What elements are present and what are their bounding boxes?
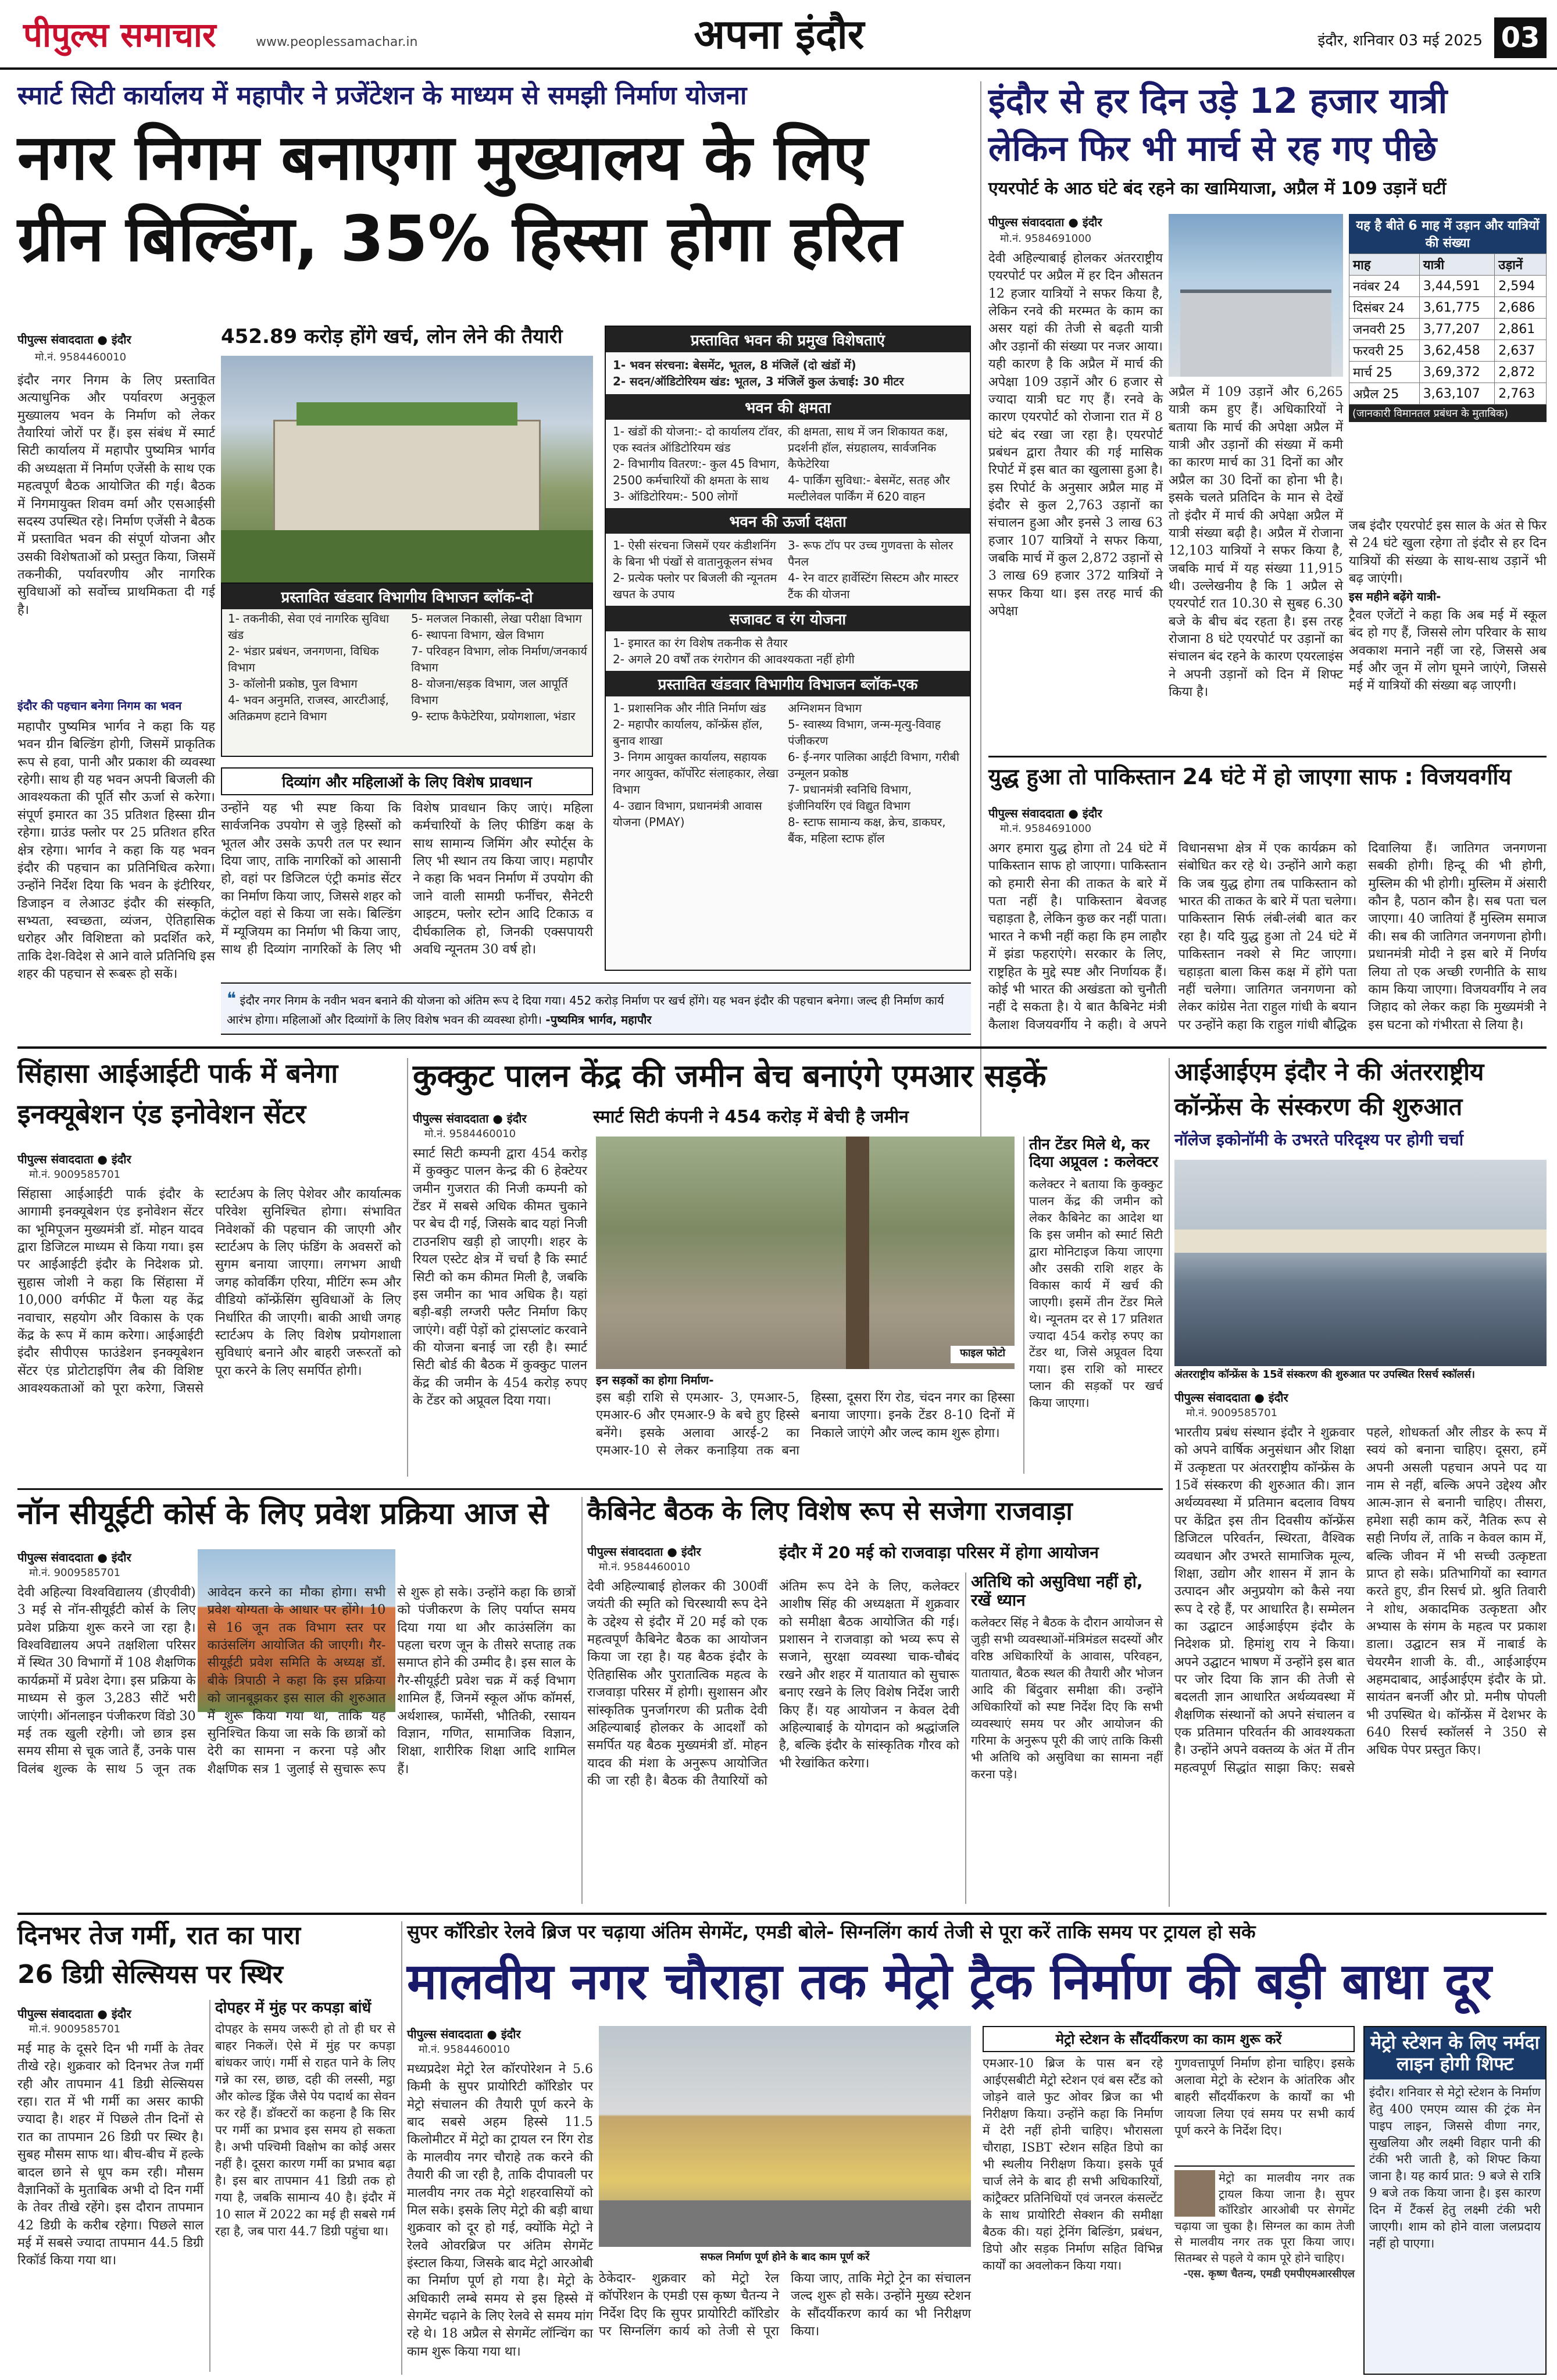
features-box [605,326,971,971]
heat-body: मई माह के दूसरे दिन भी गर्मी के तेवर तीखे रहे। शुक्रवार को दिनभर तेज गर्मी रही और तापमान 41 डिग्री सेल्सियस रहा। रात में भी गर्मी का असर काफी ज्यादा है। शहर में पिछले तीन दिनों से रात का तापमान 26 डिग्री पर स्थिर है। सुबह मौसम साफ था। बीच-बीच में हल्के बादल छाने से धूप कम रही। मौसम वैज्ञानिकों के मुताबिक अभी दो दिन गर्मी के तेवर तीखे रहेंगे। इस दौरान तापमान 42 डिग्री के करीब रहेगा। पिछले साल मई में सबसे ज्यादा तापमान 44.5 डिग्री रिकॉर्ड किया गया था। [17,2042,203,2268]
heat-byline: पीपुल्स संवाददाता ● इंदौर [17,2007,131,2021]
mayor-quote-text: इंदौर नगर निगम के नवीन भवन बनाने की योजना को अंतिम रूप दे दिया गया। 452 करोड़ निर्माण पर खर्च होंगे। यह भवन इंदौर की पहचान बनेगा। जल्द ही निर्माण कार्य आरंभ होगा। महिलाओं और दिव्यांगों के लिए विशेष भवन की व्यवस्था होगी। [227,994,944,1027]
metro-body: मध्यप्रदेश मेट्रो रेल कॉरपोरेशन ने 5.6 किमी के सुपर प्रायोरिटी कॉरिडोर पर मेट्रो संचालन की तैयारी पूर्ण करने के बाद सबसे अहम हिस्से 11.5 किलोमीटर में मेट्रो का ट्रायल रन रिंग रोड के मालवीय नगर चौराहे तक करने की तैयारी की जा रही है, ताकि दीपावली पर मालवीय नगर तक मेट्रो शहरवासियों को मिल सके। इसके लिए मेट्रो की बड़ी बाधा शुक्रवार को दूर हो गई, क्योंकि मेट्रो ने रेलवे ओवरब्रिज पर अंतिम सेगमेंट इंस्टाल किया, जिसके बाद मेट्रो आरओबी का निर्माण पूर्ण हो गया है। मेट्रो के अधिकारी लम्बे समय से इस हिस्से में सेगमेंट चढ़ाने के लिए रेलवे से समय मांग रहे थे। 18 अप्रैल से सेगमेंट लॉन्चिंग का काम शुरू किया गया था। [407,2062,593,2359]
mayor-quote [221,982,971,1035]
capacity-item: की क्षमता, साथ में जन शिकायत कक्ष, प्रदर्शनी हॉल, संग्रहालय, सार्वजनिक कैफेटेरिया [788,424,948,471]
metro-kicker: सुपर कॉरिडोर रेलवे ब्रिज पर चढ़ाया अंतिम सेगमेंट, एमडी बोले- सिग्नलिंग कार्य तेजी से पूरा करें ताकि समय पर ट्रायल हो सके [407,1921,1256,1943]
quote-icon: ❝ [227,989,237,1009]
cabinet-mobile: मो.नं. 9584460010 [599,1561,691,1573]
block-two-item: 9- स्टाफ कैफेटेरिया, प्रयोगशाला, भंडार [411,709,576,723]
block-one-item: 8- स्टाफ सामान्य कक्ष, क्रेच, डाकघर, बैंक, महिला स्टाफ हॉल [788,815,946,845]
metro-md-quote-by: -एस. कृष्ण चैतन्य, एमडी एमपीएमआरसीएल [1183,2267,1355,2280]
block-one-item: 3- निगम आयुक्त कार्यालय, सहायक नगर आयुक्त, कॉर्पोरेट संलाहकार, लेखा विभाग [613,750,779,796]
poultry-photo-caption: फाइल फोटो [951,1346,1015,1363]
color-item: 2- अगले 20 वर्षों तक रंगरोगन की आवश्यकता नहीं होगी [613,652,855,666]
lead-mobile: मो.नं. 9584460010 [35,351,127,363]
airport-mobile: मो.नं. 9584691000 [1000,233,1092,245]
metro-station-body-2: गुणवत्तापूर्ण निर्माण होना चाहिए। इसके अलावा मेट्रो के स्टेशन के आंतरिक और बाहरी सौंदर्यीकरण के कार्यों का भी जायजा लिया एवं समय पर सभी कार्य पूर्ण करने के निर्देश दिए। [1174,2056,1355,2138]
poultry-land-photo [596,1137,1015,1369]
iiit-headline-1: सिंहासा आईआईटी पार्क में बनेगा [17,1057,338,1089]
heat-headline-1: दिनभर तेज गर्मी, रात का पारा [17,1921,301,1950]
energy-item: 3- रूफ टॉप पर उच्च गुणवत्ता के सोलर पैनल [788,538,954,569]
energy-title: भवन की ऊर्जा दक्षता [606,508,970,534]
heat-headline-2: 26 डिग्री सेल्सियस पर स्थिर [17,1960,283,1989]
md-photo [1174,2170,1215,2217]
metro-body-2: ठेकेदार- शुक्रवार को मेट्रो रेल कॉर्पोरेशन के एमडी एस कृष्ण चैतन्य ने निर्देश दिए कि सुपर प्रायोरिटी कॉरिडोर पर सिग्नलिंग कार्य को तेजी से पूरा किया जाए, ताकि मेट्रो ट्रेन का संचालन जल्द शुरू हो सके। उन्होंने मुख्य स्टेशन के सौंदर्यीकरण कार्य का भी निरीक्षण किया। [599,2271,971,2339]
capacity-item: 1- खंडों की योजना:- दो कार्यालय टॉवर, एक स्वतंत्र ऑडिटोरियम खंड [613,424,783,455]
block-one-item: अग्निशमन विभाग [788,701,862,715]
metro-station-box [983,2026,1355,2375]
airport-headline-1: इंदौर से हर दिन उड़े 12 हजार यात्री [988,81,1448,121]
noncuet-body: देवी अहिल्या विश्वविद्यालय (डीएवीवी) 3 मई से नॉन-सीयूईटी कोर्स के लिए प्रवेश प्रक्रिया शुरू करने जा रहा है। विश्वविद्यालय अपने तक्षशिला परिसर में स्थित 30 विभागों में 108 शैक्षणिक कार्यक्रमों में प्रवेश देगा। इस प्रक्रिया के माध्यम से कुल 3,283 सीटें भरी जाएंगी। ऑनलाइन पंजीकरण विंडो 30 मई तक खुली रहेगी। जो छात्र इस समय सीमा से चूक जाते हैं, उनके पास विलंब शुल्क के साथ 5 जून तक आवेदन करने का मौका होगा। सभी प्रवेश योग्यता के आधार पर होंगे। 10 से 16 जून तक विभाग स्तर पर काउंसलिंग आयोजित की जाएगी। गैर-सीयूईटी प्रवेश समिति के अध्यक्ष डॉ. बीके त्रिपाठी ने कहा कि इस प्रक्रिया को जानबूझकर इस साल की शुरुआत में शुरू किया गया था, ताकि यह सुनिश्चित किया जा सके कि छात्रों को देरी का सामना न करना पड़े और शैक्षणिक सत्र 1 जुलाई से सुचारू रूप से शुरू हो सके। उन्होंने कहा कि छात्रों को पंजीकरण के लिए पर्याप्त समय दिया गया था और काउंसलिंग का पहला चरण जून के तीसरे सप्ताह तक समाप्त होने की उम्मीद है। इस साल के गैर-सीयूईटी प्रवेश चक्र में कई विभाग शामिल हैं, जिनमें स्कूल ऑफ कॉमर्स, अर्थशास्त्र, फार्मेसी, भौतिकी, रसायन विज्ञान, गणित, सामाजिक विज्ञान, शिक्षा, शारीरिक शिक्षा आदि शामिल हैं। [17,1585,576,1777]
narmada-body: इंदौर। शनिवार से मेट्रो स्टेशन के निर्माण हेतु 400 एमएम व्यास की ट्रंक मेन पाइप लाइन, जिससे वीणा नगर, सुखलिया और लक्ष्मी विहार पानी की टंकी भरी जाती है, को शिफ्ट किया जाना है। यह कार्य प्रात: 9 बजे से रात्रि 9 बजे तक किया जाना है। इस कारण दिन में टैंकर्स हेतु लक्ष्मी टंकी भरी जाएगी। शाम को होने वाला जलप्रदाय नहीं हो पाएगा। [1369,2085,1541,2251]
airport-stats-table [1349,214,1547,516]
airport-table-title: यह है बीते 6 माह में उड़ान और यात्रियों की संख्या [1349,214,1547,253]
narmada-headline: मेट्रो स्टेशन के लिए नर्मदा लाइन होगी शिफ्ट [1365,2027,1545,2079]
airport-body-2: अप्रैल में 109 उड़ानें और 6,265 यात्री कम हुए हैं। अधिकारियों ने बताया कि मार्च की अपेक्षा अप्रैल में यात्री और उड़ानों की संख्या में कमी का कारण मार्च का 31 दिनों का और अप्रैल का 30 दिनों का होना भी है। इसके चलते प्रतिदिन के मान से देखें तो इंदौर में मार्च की अपेक्षा अप्रैल में यात्री संख्या बढ़ी है। अप्रैल में रोजाना 12,103 यात्रियों ने सफर किया है, जबकि मार्च में यह संख्या 11,915 थी। उल्लेखनीय है कि 1 अप्रैल से एयरपोर्ट रात 10.30 से सुबह 6.30 बजे के बीच बंद रहता है। इस तरह रोजाना 8 घंटे एयरपोर्ट पर उड़ानों का संचालन बंद रहने के कारण एयरलाइंस ने अपनी उड़ानों को दिन में शिफ्ट किया है। [1169,385,1343,700]
heat-side-body: दोपहर के समय जरूरी हो तो ही घर से बाहर निकलें। ऐसे में मुंह पर कपड़ा बांधकर जाएं। गर्मी से राहत पाने के लिए गन्ने का रस, छाछ, दही की लस्सी, मट्ठा और कोल्ड ड्रिंक जैसे पेय पदार्थ का सेवन कर रहे हैं। डॉक्टरों का कहना है कि सिर पर गर्मी का प्रभाव इस समय हो सकता है। अभी पश्चिमी विक्षोभ का कोई असर नहीं है। दूसरा कारण गर्मी का प्रभाव बढ़ा है। इस बार तापमान 41 डिग्री तक हो गया है, जबकि सामान्य 40 है। इंदौर में 10 साल में 2022 का मई ही सबसे गर्म रहा है, जब पारा 44.7 डिग्री पहुंचा था। [215,2021,395,2238]
narmada-box [1363,2026,1547,2375]
metro-mobile: मो.नं. 9584460010 [419,2043,510,2056]
guest-box [965,1573,1163,1904]
block-two-item: 2- भंडार प्रबंधन, जनगणना, विधिक विभाग [228,644,379,674]
block-two-item: 5- मलजल निकासी, लेखा परीक्षा विभाग [411,612,582,626]
table-row: नवंबर 24 3,44,591 2,594 [1349,276,1547,297]
table-row: जनवरी 25 3,77,207 2,861 [1349,319,1547,340]
block-two-item: 7- परिवहन विभाग, लोक निर्माण/जनकार्य विभाग [411,644,587,674]
block-two-box [221,583,593,757]
iim-mobile: मो.नं. 9009585701 [1186,1407,1278,1419]
block-one-item: 5- स्वास्थ्य विभाग, जन्म-मृत्यु-विवाह पंजीकरण [788,717,941,748]
lead-body-2: महापौर पुष्यमित्र भार्गव ने कहा कि यह भवन ग्रीन बिल्डिंग होगी, जिसमें प्राकृतिक रूप से हवा, पानी और प्रकाश की व्यवस्था रहेगी। साथ ही यह भवन अपनी बिजली की आवश्यकता की पूर्ति सौर ऊर्जा से करेगा। संपूर्ण इमारत का 35 प्रतिशत हिस्सा ग्रीन रहेगा। ग्राउंड फ्लोर पर 25 प्रतिशत हरित क्षेत्र रहेगा। भार्गव ने कहा कि यह भवन इंदौर की पहचान का प्रतिनिधित्व करेगा। उन्होंने निर्देश दिया कि भवन के इंटीरियर, डिजाइन व लेआउट इंदौर की संस्कृति, सभ्यता, स्वच्छता, व्यंजन, ऐतिहासिक धरोहर और विशिष्टता को प्रदर्शित करे, ताकि देश-विदेश से आने वाले प्रतिनिधि इस शहर की पहचान से रूबरू हो सकें। [17,720,215,982]
lead-body-subhead: इंदौर की पहचान बनेगा निगम का भवन [17,699,182,713]
table-row: फरवरी 25 3,62,458 2,637 [1349,340,1547,362]
lead-headline-2: ग्रीन बिल्डिंग, 35% हिस्सा होगा हरित [17,203,902,276]
lead-subhead: 452.89 करोड़ होंगे खर्च, लोन लेने की तैयारी [221,325,563,348]
noncuet-byline: पीपुल्स संवाददाता ● इंदौर [17,1550,131,1564]
airport-subhead: एयरपोर्ट के आठ घंटे बंद रहने का खामियाजा, अप्रैल में 109 उड़ानें घटीं [988,178,1447,199]
war-headline: युद्ध हुआ तो पाकिस्तान 24 घंटे में हो जाएगा साफ : विजयवर्गीय [988,764,1512,789]
guest-headline: अतिथि को असुविधा नहीं हो, रखें ध्यान [971,1572,1143,1610]
war-mobile: मो.नं. 9584691000 [1000,823,1092,835]
block-two-item: 4- भवन अनुमति, राजस्व, आरटीआई, अतिक्रमण हटाने विभाग [228,693,389,723]
block-one-item: 7- प्रधानमंत्री स्वनिधि विभाग, इंजीनियरिंग एवं विद्युत विभाग [788,782,912,813]
poultry-sub2: इन सड़कों का होगा निर्माण- [596,1373,714,1387]
energy-item: 4- रेन वाटर हार्वेस्टिंग सिस्टम और मास्टर टैंक की योजना [788,571,959,601]
building-rendering-photo [221,356,593,583]
mayor-quote-by: -पुष्यमित्र भार्गव, महापौर [545,1013,652,1027]
heat-side-box [209,2000,395,2372]
collector-box [1023,1137,1163,1474]
airport-body-3-subhead: इस महीने बढ़ेंगे यात्री- [1349,589,1441,603]
airport-headline-2: लेकिन फिर भी मार्च से रह गए पीछे [988,128,1437,169]
color-item: 1- इमारत का रंग विशेष तकनीक से तैयार [613,636,788,650]
logo: पीपुल्स समाचार [23,15,216,55]
lead-byline: पीपुल्स संवाददाता ● इंदौर [17,333,131,346]
masthead [0,0,1557,70]
table-row: मार्च 25 3,69,372 2,872 [1349,362,1547,383]
block-one-item: 1- प्रशासनिक और नीति निर्माण खंड [613,701,766,715]
table-row: दिसंबर 24 3,61,775 2,686 [1349,297,1547,319]
issue-date: इंदौर, शनिवार 03 मई 2025 [1317,32,1483,49]
metro-md-quote-text: मेट्रो का मालवीय नगर तक ट्रायल किया जाना है। सुपर कॉरिडोर आरओबी पर सेगमेंट चढ़ाया जा चुका है। सिग्नल का काम तेजी से मालवीय नगर तक पूरा किया जाए। सितम्बर से पहले ये काम पूरे होने चाहिए। [1174,2171,1355,2265]
lead-body: इंदौर नगर निगम के लिए प्रस्तावित अत्याधुनिक और पर्यावरण अनुकूल मुख्यालय भवन के निर्माण को लेकर तैयारियां जोरों पर हैं। इस संबंध में स्मार्ट सिटी कार्यालय में महापौर पुष्यमित्र भार्गव की अध्यक्षता में निर्माण एजेंसी के साथ एक महत्वपूर्ण बैठक आयोजित की गई। बैठक में निगमायुक्त शिवम वर्मा और एसआईसी सदस्य उपस्थित रहे। निर्माण एजेंसी ने बैठक में प्रस्तावित भवन की संपूर्ण योजना और उसकी विशेषताओं को प्रस्तुत किया, जिसमें तकनीकी, पर्यावरणीय और नागरिक सुविधाओं को सर्वोच्च प्राथमिकता दी गई है। [17,373,215,617]
feature-item: 1- भवन संरचना: बेसमेंट, भूतल, 8 मंजिलें (दो खंडों में) [613,358,856,372]
divyang-title: दिव्यांग और महिलाओं के लिए विशेष प्रावधान [221,767,593,795]
block-two-item: 1- तकनीकी, सेवा एवं नागरिक सुविधा खंड [228,612,390,642]
features-title: प्रस्तावित भवन की प्रमुख विशेषताएं [606,327,970,352]
guest-body: कलेक्टर सिंह ने बैठक के दौरान आयोजन से जुड़ी सभी व्यवस्थाओं-मंत्रिमंडल सदस्यों और वरिष्ठ अधिकारियों के आवास, परिवहन, यातायात, बैठक स्थल की तैयारी और भोजन आदि की बिंदुवार समीक्षा की। उन्होंने अधिकारियों को स्पष्ट निर्देश दिए कि सभी व्यवस्थाएं समय पर और आयोजन की गरिमा के अनुरूप पूरी की जाएं ताकि किसी भी अतिथि को असुविधा का सामना नहीं करना पड़े। [971,1616,1163,1782]
poultry-mobile: मो.नं. 9584460010 [424,1128,516,1140]
block-one-item: 4- उद्यान विभाग, प्रधानमंत्री आवास योजना (PMAY) [613,799,762,829]
metro-team-photo [599,2026,971,2247]
cabinet-headline: कैबिनेट बैठक के लिए विशेष रूप से सजेगा राजवाड़ा [587,1496,1073,1526]
block-two-item: 8- योजना/सड़क विभाग, जल आपूर्ति विभाग [411,677,568,707]
airport-photo [1169,214,1343,377]
iiit-headline-2: इनक्यूबेशन एंड इनोवेशन सेंटर [17,1098,306,1130]
color-scheme-title: सजावट व रंग योजना [606,606,970,631]
poultry-subhead: स्मार्ट सिटी कंपनी ने 454 करोड़ में बेची है जमीन [593,1107,909,1127]
war-byline: पीपुल्स संवाददाता ● इंदौर [988,806,1102,820]
war-body: अगर हमारा युद्ध होगा तो 24 घंटे में पाकिस्तान साफ हो जाएगा। पाकिस्तान को हमारी सेना की ताकत के बारे में पता नहीं है। पाकिस्तान बेवजह चहाड़ता है, लेकिन कुछ कर नहीं पाता। भारत ने कभी नहीं कहा कि हम लाहौर में झंडा फहराएंगे। सरकार के लिए, राष्ट्रहित के मुद्दे स्पष्ट और निर्णायक हैं। कोई भी भारत की अखंडता को चुनौती नहीं दे सकता है। ये बात कैबिनेट मंत्री कैलाश विजयवर्गीय ने कही। वे अपने विधानसभा क्षेत्र में एक कार्यक्रम को संबोधित कर रहे थे। उन्होंने आगे कहा कि जब युद्ध होगा तब पाकिस्तान को भारत की ताकत के बारे में पता चलेगा। पाकिस्तान सिर्फ लंबी-लंबी बात कर रहा है। यदि युद्ध हुआ तो 24 घंटे में पाकिस्तान नक्शे से मिट जाएगा। चहाड़ता बाला किस कक्ष में होंगे पता नहीं चलेगा। जातिगत जनगणना को लेकर कांग्रेस नेता राहुल गांधी के बयान पर उन्होंने कहा कि राहुल गांधी बौद्धिक दिवालिया हैं। जातिगत जनगणना सबकी होगी। हिन्दू की भी होगी, मुस्लिम की भी होगी। मुस्लिम में अंसारी कौन है, पठान कौन है। सब पता चल जाएगा। 40 जातियां हैं मुस्लिम समाज की। सब की जातिगत जनगणना होगी। प्रधानमंत्री मोदी ने इस बारे में निर्णय लिया तो एक अच्छी रणनीति के साथ काम किया जाएगा। विजयवर्गीय ने लव जिहाद को लेकर कहा कि मुख्यमंत्री ने इस घटना को गंभीरता से लिया है। [988,841,1547,1032]
metro-station-body: एमआर-10 ब्रिज के पास बन रहे आईएसबीटी मेट्रो स्टेशन एवं बस स्टैंड को जोड़ने वाले फुट ओवर ब्रिज का भी निरीक्षण किया। उन्होंने कहा कि निर्माण में देरी नहीं होनी चाहिए। भौरासला चौराहा, ISBT स्टेशन सहित डिपो का भी स्थलीय निरीक्षण किया। इसके पूर्व चार्ज लेने के बाद ही सभी अधिकारियों, कांट्रैक्टर प्रतिनिधियों एवं जनरल कंसल्टेंट के साथ प्रायोरिटी सेक्शन की समीक्षा बैठक की। यहां ट्रेनिंग बिल्डिंग, प्रबंधन, डिपो और सड़क निर्माण सहित विभिन्न कार्यों का अवलोकन किया गया। [983,2056,1163,2272]
iim-subhead: नॉलेज इकोनॉमी के उभरते परिदृश्य पर होगी चर्चा [1174,1130,1463,1149]
lead-headline-1: नगर निगम बनाएगा मुख्यालय के लिए [17,121,868,194]
poultry-byline: पीपुल्स संवाददाता ● इंदौर [413,1112,527,1125]
divyang-body: उन्होंने यह भी स्पष्ट किया कि सार्वजनिक उपयोग से जुड़े हिस्सों को भूतल और उसके ऊपरी तल पर स्थान दिया जाए, ताकि नागरिकों को आसानी हो, वहां पर डिजिटल एंट्री कमांड सेंटर का निर्माण किया जाए, जिससे शहर को कंट्रोल वहां से किया जा सके। बिल्डिंग में म्यूजियम का निर्माण भी किया जाए, साथ ही दिव्यांग नागरिकों के लिए भी विशेष प्रावधान किए जाएं। महिला कर्मचारियों के लिए फीडिंग कक्ष के साथ सामान्य जिमिंग और स्पोर्ट्स के लिए भी स्थान तय किया जाए। महापौर ने कहा कि भवन निर्माण में उपयोग की जाने वाली सामग्री फर्नीचर, सैनेटरी आइटम, फ्लोर स्टोन आदि टिकाऊ व दीर्घकालिक हो, जिनकी एक्सपायरी अवधि न्यूनतम 30 वर्ष हो। [221,801,593,957]
airport-body-3b: ट्रैवल एजेंटों ने कहा कि अब मई में स्कूल बंद हो गए हैं, जिससे लोग परिवार के साथ अवकाश मनाने नहीं जा रहे, जिससे अब मई और जून में लोग घूमने जाएंगे, जिससे मई में यात्रियों की संख्या बढ़ जाएगी। [1349,608,1547,694]
collector-body: कलेक्टर ने बताया कि कुक्कुट पालन केंद्र की जमीन को लेकर कैबिनेट का आदेश था कि इस जमीन को स्मार्ट सिटी द्वारा मोनिटाइज किया जाएगा और उसकी राशि शहर के विकास कार्य में खर्च की जाएगी। इसमें तीन टेंडर मिले थे। न्यूनतम दर से 17 प्रतिशत ज्यादा 454 करोड़ रुपए का टेंडर था, जिसे अप्रूवल दिया गया। इस राशि को मास्टर प्लान की सड़कों पर खर्च किया जाएगा। [1029,1177,1163,1410]
poultry-body-2: इस बड़ी राशि से एमआर- 3, एमआर-5, एमआर-6 और एमआर-9 के बचे हुए हिस्से बनेंगे। इसके अलावा आरई-2 का एमआर-10 से लेकर कनाड़िया तक बना हिस्सा, दूसरा रिंग रोड, चंदन नगर का हिस्सा बनाया जाएगा। इनके टेंडर 8-10 दिनों में निकाले जाएंगे और जल्द काम शुरू होगा। [596,1391,1015,1459]
airport-body-3: जब इंदौर एयरपोर्ट इस साल के अंत से फिर से 24 घंटे खुला रहेगा तो इंदौर से हर दिन यात्रियों की संख्या के साथ-साथ उड़ानें भी बढ़ जाएंगी। [1349,519,1547,587]
heat-side-headline: दोपहर में मुंह पर कपड़ा बांधें [215,1999,372,2017]
page-number: 03 [1494,17,1547,58]
iim-group-photo [1174,1160,1547,1366]
noncuet-headline: नॉन सीयूईटी कोर्स के लिए प्रवेश प्रक्रिया आज से [17,1496,549,1531]
cabinet-byline: पीपुल्स संवाददाता ● इंदौर [587,1545,701,1559]
metro-photo-caption: सफल निर्माण पूर्ण होने के बाद काम पूर्ण करें [700,2251,870,2263]
block-two-title: प्रस्तावित खंडवार विभागीय विभाजन ब्लॉक-दो [222,584,592,609]
poultry-body: स्मार्ट सिटी कम्पनी द्वारा 454 करोड़ में कुक्कुट पालन केन्द्र की 6 हेक्टेयर जमीन गुजरात की निजी कम्पनी को टेंडर में सबसे अधिक कीमत चुकाने पर बेच दी गई, जिसके बाद यहां निजी टाउनशिप खड़ी हो जाएगी। शहर के रियल एस्टेट क्षेत्र में चर्चा है कि स्मार्ट सिटी को कम कीमत मिली है, जबकि इस जमीन का भाव अधिक है। यहां बड़ी-बड़ी लग्जरी फ्लैट निर्माण किए जाएंगे। वहीं पेड़ों को ट्रांसप्लांट करवाने की योजना बनाई जा रही है। स्मार्ट सिटी बोर्ड की बैठक में कुक्कुट पालन केंद्र की जमीन के 454 करोड़ रुपए के टेंडर को अप्रूवल दिया गया। [413,1146,587,1409]
collector-headline: तीन टेंडर मिले थे, कर दिया अप्रूवल : कलेक्टर [1029,1136,1159,1171]
table-row: अप्रैल 25 3,63,107 2,763 [1349,383,1547,405]
iiit-byline: पीपुल्स संवाददाता ● इंदौर [17,1152,131,1166]
airport-table-note: (जानकारी विमानतल प्रबंधन के मुताबिक) [1349,405,1547,422]
capacity-item: 3- ऑडिटोरियम:- 500 लोगों [613,489,738,503]
table-header: यात्री [1419,254,1495,276]
table-header: माह [1349,254,1420,276]
iim-headline-1: आईआईएम इंदौर ने की अंतरराष्ट्रीय [1174,1057,1484,1086]
block-two-item: 6- स्थापना विभाग, खेल विभाग [411,628,544,642]
iim-headline-2: कॉन्फ्रेंस के संस्करण की शुरुआत [1174,1092,1463,1121]
table-header: उड़ानें [1495,254,1547,276]
iiit-mobile: मो.नं. 9009585701 [29,1168,121,1181]
capacity-item: 4- पार्किंग सुविधा:- बेसमेंट, सतह और मल्टीलेवल पार्किंग में 620 वाहन [788,473,950,503]
lead-kicker: स्मार्ट सिटी कार्यालय में महापौर ने प्रजेंटेशन के माध्यम से समझी निर्माण योजना [17,81,747,110]
iiit-body: सिंहासा आईआईटी पार्क इंदौर के आगामी इनक्यूबेशन एंड इनोवेशन सेंटर का भूमिपूजन मुख्यमंत्री डॉ. मोहन यादव द्वारा डिजिटल माध्यम से किया गया। इस पर आईआईटी इंदौर के निदेशक प्रो. सुहास जोशी ने कहा कि सिंहासा में 10,000 वर्गफीट में फैला यह केंद्र नवाचार, सहयोग और विकास के एक केंद्र के रूप में काम करेगा। आईआईटी इंदौर सीपीएस फाउंडेशन इनक्यूबेशन सेंटर एंड प्रोटोटाइपिंग लैब की विशिष्ट आवश्यकताओं को पूरा करेगा, जिससे स्टार्टअप के लिए पेशेवर और कार्यात्मक परिवेश सुनिश्चित होगा। संभावित निवेशकों की पहचान की जाएगी और स्टार्टअप के लिए फंडिंग के अवसरों को सुगम बनाया जाएगा। लगभग आधी जगह कोवर्किंग एरिया, मीटिंग रूम और वीडियो कॉन्फ्रेंसिंग सुविधाओं के लिए निर्धारित की जाएगी। बाकी आधी जगह स्टार्टअप के लिए विशेष प्रयोगशाला सुविधाएं बनाने और बाहरी जरूरतों को पूरा करने के लिए समर्पित होगी। [17,1187,401,1396]
section-title: अपना इंदौर [694,10,865,58]
capacity-title: भवन की क्षमता [606,394,970,420]
cabinet-subhead: इंदौर में 20 मई को राजवाड़ा परिसर में होगा आयोजन [779,1543,1099,1562]
airport-byline: पीपुल्स संवाददाता ● इंदौर [988,215,1102,229]
noncuet-mobile: मो.नं. 9009585701 [29,1567,121,1579]
feature-item: 2- सदन/ऑडिटोरियम खंड: भूतल, 3 मंजिलें कुल ऊंचाई: 30 मीटर [613,374,904,388]
block-one-item: 2- महापौर कार्यालय, कॉन्फ्रेंस हॉल, बुनाव शाखा [613,717,763,748]
airport-body: देवी अहिल्याबाई होलकर अंतरराष्ट्रीय एयरपोर्ट पर अप्रैल में हर दिन औसतन 12 हजार यात्रियों ने सफर किया है, लेकिन रनवे की मरम्मत के काम का असर यहां की तेजी से बढ़ती यात्री और उड़ानों की संख्या पर नजर आया। यही कारण है कि अप्रैल में मार्च की अपेक्षा 109 उड़ानें और 6 हजार से ज्यादा यात्री घट गए हैं। रनवे के कारण एयरपोर्ट को रोजाना रात में 8 घंटे बंद रखा जा रहा है। एयरपोर्ट प्रबंधन द्वारा तैयार की गई मासिक रिपोर्ट में इस बात का खुलासा हुआ है। इस रिपोर्ट के अनुसार अप्रैल माह में इंदौर से कुल 2,763 उड़ानों का संचालन हुआ और इनसे 3 लाख 63 हजार 107 यात्रियों ने सफर किया, जबकि मार्च में कुल 2,872 उड़ानों से 3 लाख 69 हजार 372 यात्रियों ने सफर किया था। इस तरह मार्च की अपेक्षा [988,251,1163,619]
iim-photo-caption: अंतरराष्ट्रीय कॉन्फ्रेंस के 15वें संस्करण की शुरुआत पर उपस्थित रिसर्च स्कॉलर्स। [1174,1368,1475,1381]
metro-md-quote [1174,2165,1355,2375]
metro-headline: मालवीय नगर चौराहा तक मेट्रो ट्रैक निर्माण की बड़ी बाधा दूर [407,1953,1492,2011]
metro-station-title: मेट्रो स्टेशन के सौंदर्यीकरण का काम शुरू करें [983,2026,1355,2052]
poultry-headline: कुक्कुट पालन केंद्र की जमीन बेच बनाएंगे एमआर सड़कें [413,1057,1047,1094]
site-url[interactable]: www.peoplessamachar.in [256,35,418,49]
heat-mobile: मो.नं. 9009585701 [29,2023,121,2035]
iim-byline: पीपुल्स संवाददाता ● इंदौर [1174,1391,1288,1405]
block-one-item: 6- ई-नगर पालिका आईटी विभाग, गरीबी उन्मूलन प्रकोष्ठ [788,750,960,780]
capacity-item: 2- विभागीय वितरण:- कुल 45 विभाग, 2500 कर्मचारियों की क्षमता के साथ [613,457,780,487]
block-two-item: 3- कॉलोनी प्रकोष्ठ, पुल विभाग [228,677,358,691]
iim-body: भारतीय प्रबंध संस्थान इंदौर ने शुक्रवार को अपने वार्षिक अनुसंधान और शिक्षा में उत्कृष्टता पर अंतरराष्ट्रीय कॉन्फ्रेंस के 15वें संस्करण की शुरुआत की। ज्ञान अर्थव्यवस्था में प्रतिमान बदलाव विषय पर केंद्रित इस तीन दिवसीय कॉन्फ्रेंस डिजिटल परिवर्तन, स्थिरता, वैश्विक व्यवधान और उभरते सामाजिक मूल्य, शिक्षा, उद्योग और शासन में ज्ञान के उत्पादन और अनुप्रयोग को कैसे नया रूप दे रहे हैं, पर आधारित है। सम्मेलन का उद्घाटन आईआईएम इंदौर के निदेशक प्रो. हिमांशु राय ने किया। अपने उद्घाटन भाषण में उन्होंने इस बात पर जोर दिया कि ज्ञान की तेजी से बदलती ज्ञान आधारित अर्थव्यवस्था में शैक्षणिक संस्थानों को अपने संचालन व एक प्रतिमान परिवर्तन की आवश्यकता है। उन्होंने अपने वक्तव्य के अंत में तीन महत्वपूर्ण सिद्धांत साझा किए: सबसे पहले, शोधकर्ता और लीडर के रूप में स्वयं को बनाना चाहिए। दूसरा, हमें अपनी असली पहचान अपने पद या नाम से नहीं, बल्कि अपने उद्देश्य और आत्म-ज्ञान से बनानी चाहिए। तीसरा, हमेशा सही काम करें, नैतिक रूप से सही निर्णय लें, ताकि न केवल काम में, बल्कि जीवन में भी सच्ची उत्कृष्टता प्राप्त हो सके। प्रतिभागियों का स्वागत करते हुए, डीन रिसर्च प्रो. श्रुति तिवारी ने शोध, अकादमिक उत्कृष्टता और अभ्यास के संगम के महत्व पर प्रकाश डाला। उद्घाटन सत्र में नाबार्ड के चेयरमैन शाजी के. वी., आईआईएम अहमदाबाद, आईआईएम इंदौर के प्रो. सायंतन बनर्जी और प्रो. मनीष पोपली भी उपस्थित थे। कॉन्फ्रेंस में देशभर के 640 रिसर्च स्कॉलर्स ने 350 से अधिक पेपर प्रस्तुत किए। [1174,1425,1547,1775]
energy-item: 1- ऐसी संरचना जिसमें एयर कंडीशनिंग के बिना भी पंखों से वातानुकूलन संभव [613,538,776,569]
block-one-title: प्रस्तावित खंडवार विभागीय विभाजन ब्लॉक-एक [606,671,970,696]
metro-byline: पीपुल्स संवाददाता ● इंदौर [407,2027,521,2041]
energy-item: 2- प्रत्येक फ्लोर पर बिजली की न्यूनतम खपत के उपाय [613,571,777,601]
cabinet-body: देवी अहिल्याबाई होलकर की 300वीं जयंती की स्मृति को चिरस्थायी रूप देने के उद्देश्य से इंदौर में 20 मई को एक महत्वपूर्ण कैबिनेट बैठक का आयोजन किया जा रहा है। यह बैठक इंदौर के ऐतिहासिक और पुरातात्विक महत्व के राजवाड़ा परिसर में होगी। सुशासन और सांस्कृतिक पुनर्जागरण की प्रतीक देवी अहिल्याबाई होलकर के आदर्शों को समर्पित यह बैठक मुख्यमंत्री डॉ. मोहन यादव की मंशा के अनुरूप आयोजित की जा रही है। बैठक की तैयारियों को अंतिम रूप देने के लिए, कलेक्टर आशीष सिंह की अध्यक्षता में शुक्रवार को समीक्षा बैठक आयोजित की गई। प्रशासन ने राजवाड़ा को भव्य रूप से सजाने, सुरक्षा व्यवस्था चाक-चौबंद रखने और शहर में यातायात को सुचारू बनाए रखने के लिए विशेष निर्देश जारी किए हैं। यह आयोजन न केवल देवी अहिल्याबाई के योगदान को श्रद्धांजलि है, बल्कि इंदौर के सांस्कृतिक गौरव को भी रेखांकित करेगा। [587,1579,959,1788]
